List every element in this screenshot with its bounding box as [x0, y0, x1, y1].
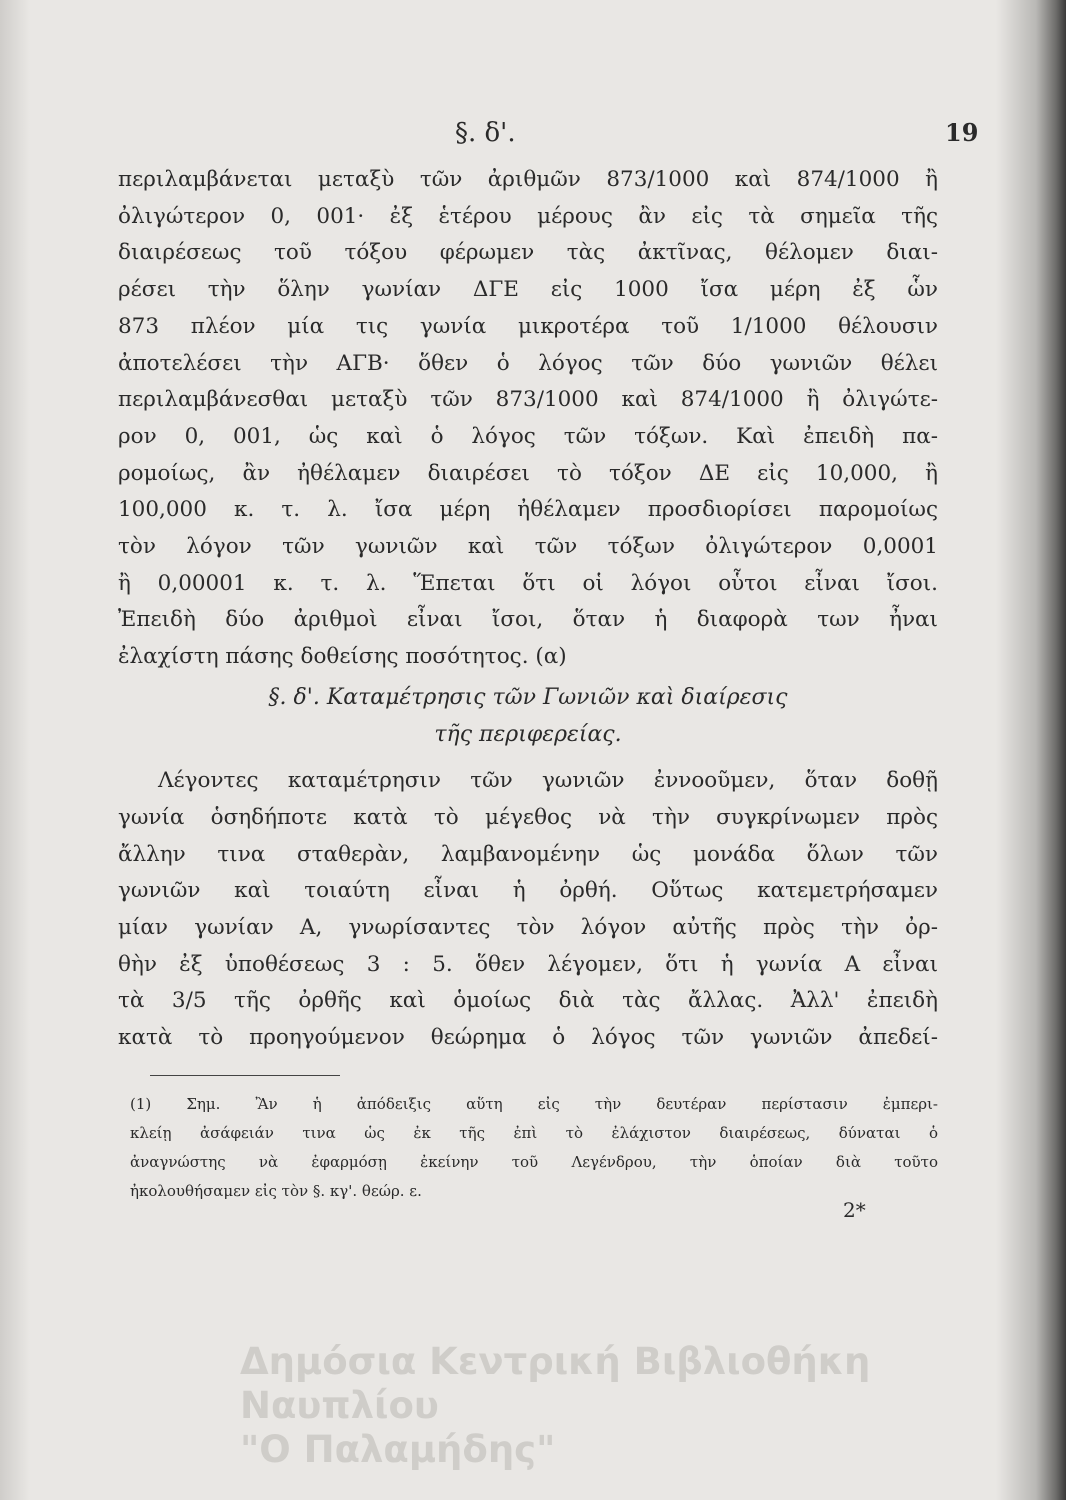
body-text	[118, 162, 938, 1057]
text-line: περιλαμβάνεται μεταξὺ τῶν ἀριθμῶν 873/1000 καὶ 874/1000 ἢ	[118, 167, 938, 192]
text-line: ἐλαχίστη πάσης δοθείσης ποσότητος. (α)	[118, 644, 567, 670]
text-line: τὰ 3/5 τῆς ὀρθῆς καὶ ὁμοίως διὰ τὰς ἄλλας. Ἀλλ' ἐπειδὴ	[118, 988, 938, 1014]
text-line: ἢ 0,00001 κ. τ. λ. Ἕπεται ὅτι οἱ λόγοι οὗτοι εἶναι ἴσοι.	[118, 570, 938, 596]
text-line: 100,000 κ. τ. λ. ἴσα μέρη ἠθέλαμεν προσδιορίσει παρομοίως	[118, 497, 938, 523]
footnote-line: ἀναγνώστης νὰ ἐφαρμόσῃ ἐκείνην τοῦ Λεγένδρου, τὴν ὁποίαν διὰ τοῦτο	[130, 1153, 938, 1171]
paragraph-2	[118, 763, 938, 1057]
section-heading: §. δ'. Καταμέτρησις τῶν Γωνιῶν καὶ διαίρεσις	[268, 684, 788, 710]
text-line: γωνιῶν καὶ τοιαύτη εἶναι ἡ ὀρθή. Οὕτως κατεμετρήσαμεν	[118, 878, 938, 904]
text-line: ὀλιγώτερον 0, 001· ἐξ ἑτέρου μέρους ἂν εἰς τὰ σημεῖα τῆς	[118, 203, 938, 229]
footnote	[130, 1090, 938, 1206]
text-line: ρομοίως, ἂν ἠθέλαμεν διαιρέσει τὸ τόξον ΔΕ εἰς 10,000, ἢ	[118, 460, 938, 486]
section-mark: §. δ'.	[455, 118, 516, 148]
text-line: Ἐπειδὴ δύο ἀριθμοὶ εἶναι ἴσοι, ὅταν ἡ διαφορὰ των ἦναι	[118, 607, 938, 633]
text-line: Λέγοντες καταμέτρησιν τῶν γωνιῶν ἐννοοῦμεν, ὅταν δοθῇ	[158, 768, 938, 794]
footnote-line: ἠκολουθήσαμεν εἰς τὸν §. κγ'. θεώρ. ε.	[130, 1182, 422, 1200]
page-header	[0, 118, 1066, 158]
watermark-line: "Ο Παλαμήδης"	[240, 1428, 556, 1471]
text-line: γωνία ὁσηδήποτε κατὰ τὸ μέγεθος νὰ τὴν συγκρίνωμεν πρὸς	[118, 804, 938, 830]
signature-mark: 2*	[843, 1198, 866, 1222]
footnote-line: κλείῃ ἀσάφειάν τινα ὡς ἐκ τῆς ἐπὶ τὸ ἐλάχιστον διαιρέσεως, δύναται ὁ	[130, 1124, 938, 1142]
section-heading-continued: τῆς περιφερείας.	[434, 721, 622, 747]
text-line: θὴν ἐξ ὑποθέσεως 3 : 5. ὅθεν λέγομεν, ὅτι ἡ γωνία Α εἶναι	[118, 951, 938, 977]
text-line: διαιρέσεως τοῦ τόξου φέρωμεν τὰς ἀκτῖνας, θέλομεν διαι-	[118, 240, 938, 266]
text-line: ἄλλην τινα σταθερὰν, λαμβανομένην ὡς μονάδα ὅλων τῶν	[118, 841, 938, 867]
text-line: ἀποτελέσει τὴν ΑΓΒ· ὅθεν ὁ λόγος τῶν δύο γωνιῶν θέλει	[118, 350, 938, 376]
watermark-line: Δημόσια Κεντρική Βιβλιοθήκη Ναυπλίου	[240, 1340, 871, 1427]
text-line: μίαν γωνίαν Α, γνωρίσαντες τὸν λόγον αὐτῆς πρὸς τὴν ὀρ-	[118, 915, 938, 941]
scan-shadow-right	[996, 0, 1066, 1500]
library-watermark	[240, 1340, 1000, 1472]
text-line: περιλαμβάνεσθαι μεταξὺ τῶν 873/1000 καὶ 874/1000 ἢ ὀλιγώτε-	[118, 387, 938, 413]
paragraph-1	[118, 162, 938, 676]
scan-shadow-left	[0, 0, 30, 1500]
text-line: τὸν λόγον τῶν γωνιῶν καὶ τῶν τόξων ὀλιγώτερον 0,0001	[118, 534, 938, 560]
footnote-rule	[150, 1075, 340, 1076]
text-line: ρον 0, 001, ὡς καὶ ὁ λόγος τῶν τόξων. Καὶ ἐπειδὴ πα-	[118, 423, 938, 449]
text-line: ρέσει τὴν ὅλην γωνίαν ΔΓΕ εἰς 1000 ἴσα μέρη ἐξ ὧν	[118, 277, 938, 303]
text-line: κατὰ τὸ προηγούμενον θεώρημα ὁ λόγος τῶν γωνιῶν ἀπεδεί-	[118, 1025, 938, 1051]
text-line: 873 πλέον μία τις γωνία μικροτέρα τοῦ 1/1000 θέλουσιν	[118, 313, 938, 339]
footnote-line: (1) Σημ. Ἂν ἡ ἀπόδειξις αὕτη εἰς τὴν δευτέραν περίστασιν ἐμπερι-	[130, 1095, 938, 1113]
page-number: 19	[945, 118, 979, 147]
